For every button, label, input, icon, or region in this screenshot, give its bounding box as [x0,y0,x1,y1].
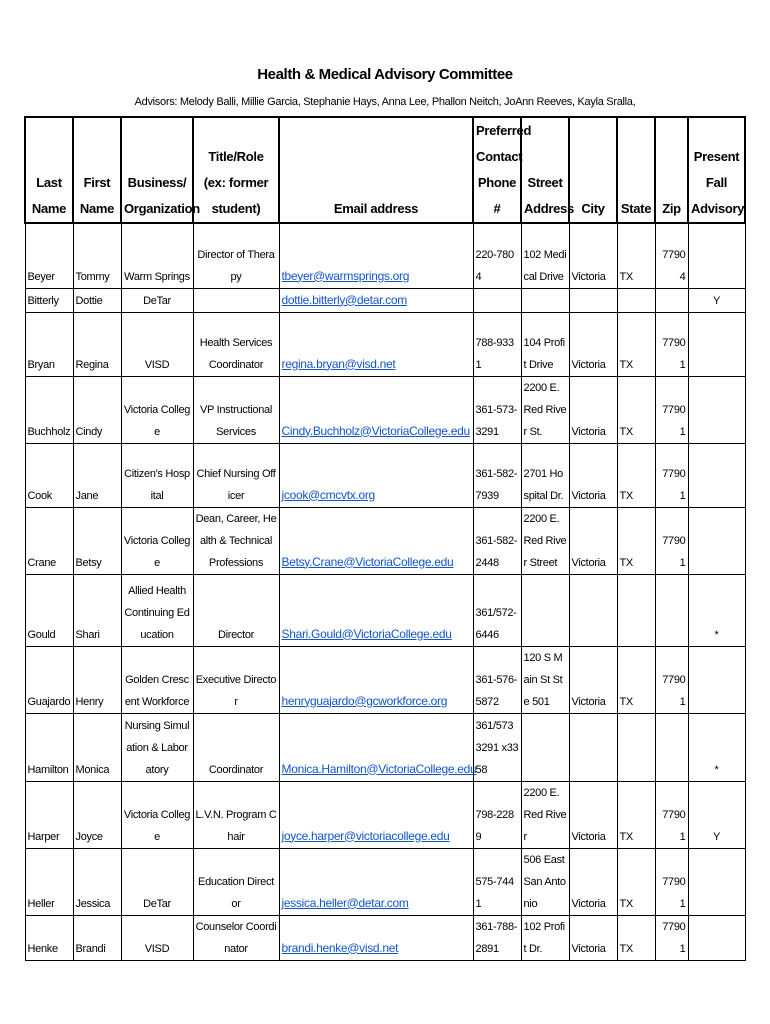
zip-cell: 77901 [655,646,688,713]
city-cell: Victoria [569,223,617,288]
col-header-present: Present Fall Advisory [688,117,745,223]
state-cell [617,574,655,646]
zip-cell: 77901 [655,781,688,848]
zip-cell: 77901 [655,443,688,507]
street-cell: 102 Profit Dr. [521,915,569,960]
title-role-cell: Education Director [193,848,279,915]
city-cell: Victoria [569,312,617,376]
present-cell: Y [688,288,745,312]
first-name-cell: Jessica [73,848,121,915]
email-link[interactable]: Monica.Hamilton@VictoriaCollege.edu [281,761,477,776]
phone-cell [473,288,521,312]
street-cell: 102 Medical Drive [521,223,569,288]
organization-cell: Allied Health Continuing Education [121,574,193,646]
col-header-organization: Business/ Organization [121,117,193,223]
zip-cell: 77901 [655,312,688,376]
col-header-title-role: Title/Role (ex: former student) [193,117,279,223]
email-cell [279,376,473,443]
city-cell: Victoria [569,507,617,574]
street-cell: 2200 E. Red River St. [521,376,569,443]
last-name-cell: Harper [25,781,73,848]
title-role-cell: Director of Therapy [193,223,279,288]
present-cell [688,646,745,713]
col-header-phone: Preferred Contact Phone # [473,117,521,223]
table-row [25,507,745,574]
present-cell [688,848,745,915]
state-cell: TX [617,848,655,915]
title-role-cell [193,288,279,312]
last-name-cell: Bryan [25,312,73,376]
first-name-cell: Jane [73,443,121,507]
table-row [25,574,745,646]
organization-cell: Nursing Simulation & Laboratory [121,713,193,781]
phone-cell: 361-788-2891 [473,915,521,960]
city-cell: Victoria [569,915,617,960]
first-name-cell: Tommy [73,223,121,288]
state-cell [617,713,655,781]
state-cell: TX [617,646,655,713]
last-name-cell: Henke [25,915,73,960]
last-name-cell: Gould [25,574,73,646]
present-cell: Y [688,781,745,848]
table-row [25,376,745,443]
email-cell [279,288,473,312]
email-cell [279,848,473,915]
title-role-cell: Coordinator [193,713,279,781]
city-cell: Victoria [569,848,617,915]
street-cell: 506 East San Antonio [521,848,569,915]
last-name-cell: Bitterly [25,288,73,312]
email-link[interactable]: jcook@cmcvtx.org [281,487,375,502]
col-header-city: City [569,117,617,223]
organization-cell: VISD [121,312,193,376]
last-name-cell: Hamilton [25,713,73,781]
email-cell [279,915,473,960]
first-name-cell: Monica [73,713,121,781]
first-name-cell: Dottie [73,288,121,312]
phone-cell: 361/572-6446 [473,574,521,646]
organization-cell: DeTar [121,288,193,312]
last-name-cell: Cook [25,443,73,507]
email-cell [279,223,473,288]
present-cell [688,312,745,376]
col-header-last-name: Last Name [25,117,73,223]
city-cell: Victoria [569,781,617,848]
zip-cell [655,574,688,646]
state-cell [617,288,655,312]
organization-cell: Victoria College [121,781,193,848]
email-link[interactable]: Betsy.Crane@VictoriaCollege.edu [281,554,454,569]
email-cell [279,312,473,376]
committee-table [24,116,746,961]
city-cell [569,574,617,646]
state-cell: TX [617,443,655,507]
table-row [25,848,745,915]
phone-cell: 361-582-2448 [473,507,521,574]
city-cell: Victoria [569,376,617,443]
state-cell: TX [617,781,655,848]
city-cell: Victoria [569,443,617,507]
email-link[interactable]: Cindy.Buchholz@VictoriaCollege.edu [281,423,470,438]
street-cell: 2200 E. Red River Street [521,507,569,574]
table-row [25,223,745,288]
last-name-cell: Beyer [25,223,73,288]
email-link[interactable]: joyce.harper@victoriacollege.edu [281,828,450,843]
zip-cell: 77901 [655,376,688,443]
table-row [25,288,745,312]
state-cell: TX [617,507,655,574]
state-cell: TX [617,223,655,288]
email-link[interactable]: tbeyer@warmsprings.org [281,268,410,283]
col-header-first-name: First Name [73,117,121,223]
header-row [25,117,745,223]
first-name-cell: Brandi [73,915,121,960]
present-cell: * [688,574,745,646]
street-cell: 104 Profit Drive [521,312,569,376]
organization-cell: Citizen's Hospital [121,443,193,507]
advisors-line: Advisors: Melody Balli, Millie Garcia, Stephanie Hays, Anna Lee, Phallon Neitch, JoAnn Reeves, Kayla Sralla, [134,96,636,108]
email-link[interactable]: regina.bryan@visd.net [281,356,396,371]
table-row [25,312,745,376]
zip-cell: 77901 [655,507,688,574]
title-role-cell: Chief Nursing Officer [193,443,279,507]
col-header-street: Street Address [521,117,569,223]
zip-cell [655,288,688,312]
present-cell [688,443,745,507]
zip-cell: 77904 [655,223,688,288]
email-link[interactable]: henryguajardo@gcworkforce.org [281,693,448,708]
state-cell: TX [617,376,655,443]
email-cell [279,646,473,713]
col-header-state: State [617,117,655,223]
zip-cell: 77901 [655,848,688,915]
city-cell [569,288,617,312]
email-link[interactable]: jessica.heller@detar.com [281,895,409,910]
table-row [25,781,745,848]
phone-cell: 361/5733291 x3358 [473,713,521,781]
email-link[interactable]: dottie.bitterly@detar.com [281,292,407,307]
phone-cell: 788-9331 [473,312,521,376]
email-cell [279,781,473,848]
city-cell: Victoria [569,646,617,713]
title-role-cell: L.V.N. Program Chair [193,781,279,848]
col-header-zip: Zip [655,117,688,223]
email-link[interactable]: Shari.Gould@VictoriaCollege.edu [281,626,452,641]
title-role-cell: VP Instructional Services [193,376,279,443]
first-name-cell: Henry [73,646,121,713]
street-cell [521,574,569,646]
street-cell: 120 S Main St Ste 501 [521,646,569,713]
table-row [25,713,745,781]
organization-cell: Victoria College [121,507,193,574]
last-name-cell: Buchholz [25,376,73,443]
first-name-cell: Betsy [73,507,121,574]
table-row [25,915,745,960]
street-cell: 2701 Hospital Dr. [521,443,569,507]
street-cell [521,713,569,781]
present-cell [688,915,745,960]
state-cell: TX [617,312,655,376]
table-row [25,646,745,713]
phone-cell: 220-7804 [473,223,521,288]
present-cell: * [688,713,745,781]
last-name-cell: Heller [25,848,73,915]
title-role-cell: Health Services Coordinator [193,312,279,376]
phone-cell: 575-7441 [473,848,521,915]
present-cell [688,507,745,574]
phone-cell: 361-582-7939 [473,443,521,507]
street-cell: 2200 E. Red River [521,781,569,848]
organization-cell: VISD [121,915,193,960]
state-cell: TX [617,915,655,960]
organization-cell: Victoria College [121,376,193,443]
phone-cell: 361-576-5872 [473,646,521,713]
organization-cell: Warm Springs [121,223,193,288]
first-name-cell: Cindy [73,376,121,443]
last-name-cell: Crane [25,507,73,574]
title-role-cell: Executive Director [193,646,279,713]
organization-cell: DeTar [121,848,193,915]
phone-cell: 361-573-3291 [473,376,521,443]
present-cell [688,376,745,443]
phone-cell: 798-2289 [473,781,521,848]
title-role-cell: Dean, Career, Health & Technical Professions [193,507,279,574]
present-cell [688,223,745,288]
first-name-cell: Shari [73,574,121,646]
organization-cell: Golden Crescent Workforce [121,646,193,713]
table-row [25,443,745,507]
email-cell [279,574,473,646]
title-role-cell: Director [193,574,279,646]
email-cell [279,443,473,507]
last-name-cell: Guajardo [25,646,73,713]
zip-cell [655,713,688,781]
first-name-cell: Regina [73,312,121,376]
first-name-cell: Joyce [73,781,121,848]
title-role-cell: Counselor Coordinator [193,915,279,960]
email-cell [279,713,477,781]
document-title: Health & Medical Advisory Committee [257,66,513,83]
email-cell [279,507,473,574]
zip-cell: 77901 [655,915,688,960]
street-cell [521,288,569,312]
col-header-email: Email address [279,117,473,223]
city-cell [569,713,617,781]
email-link[interactable]: brandi.henke@visd.net [281,940,399,955]
